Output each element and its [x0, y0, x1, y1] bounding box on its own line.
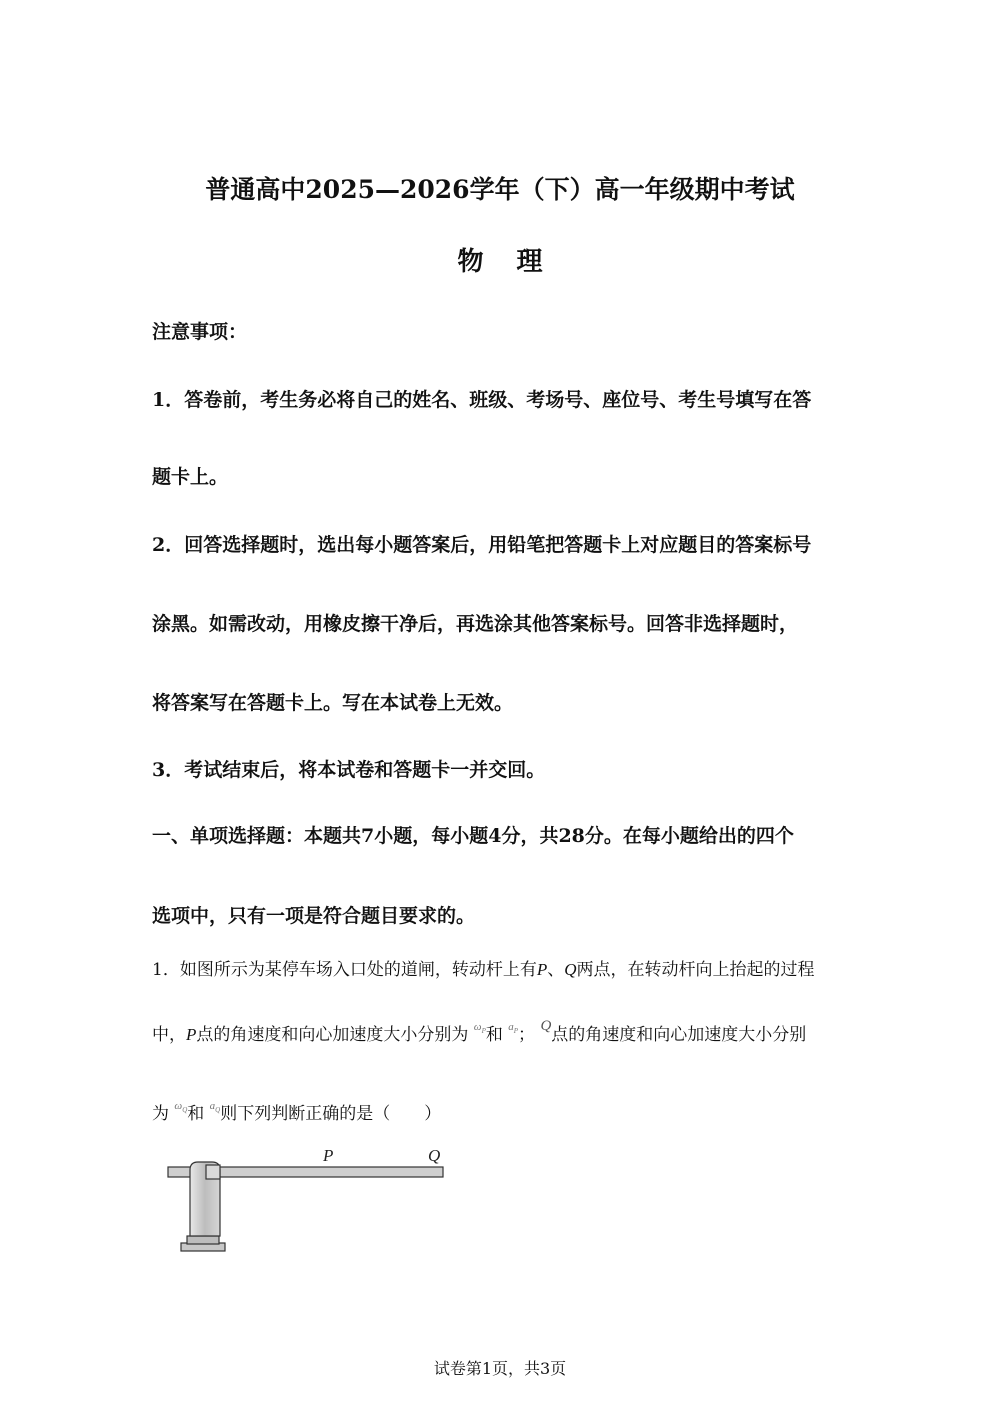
q1-point-p: P: [186, 1025, 197, 1044]
q1-text: 1．如图所示为某停车场入口处的道闸，转动杆上有: [152, 960, 537, 980]
gate-base-collar: [187, 1236, 219, 1244]
page-footer: 试卷第1页，共3页: [433, 1359, 567, 1378]
gate-pivot: [206, 1165, 220, 1179]
q1-point-p: P: [536, 960, 548, 979]
omega-p-symbol: ωP: [473, 1021, 486, 1036]
notice-item-3: 3．考试结束后，将本试卷和答题卡一并交回。: [152, 759, 546, 781]
q1-text: 中，: [152, 1025, 186, 1045]
a-p-symbol: aP: [508, 1021, 519, 1036]
exam-title: 普通高中2025—2026学年（下）高一年级期中考试: [205, 175, 795, 204]
omega-q-symbol: ωQ: [174, 1100, 188, 1115]
section-heading-cont: 选项中，只有一项是符合题目要求的。: [152, 905, 476, 927]
a-q-symbol: aQ: [209, 1100, 221, 1115]
q1-text: 和: [485, 1025, 503, 1045]
q1-text: ；: [518, 1025, 536, 1045]
notice-heading: 注意事项：: [152, 321, 248, 343]
notice-item-2-cont1: 涂黑。如需改动，用橡皮擦干净后，再选涂其他答案标号。回答非选择题时，: [152, 613, 799, 635]
notice-item-1-cont: 题卡上。: [152, 466, 229, 488]
notice-item-2: 2．回答选择题时，选出每小题答案后，用铅笔把答题卡上对应题目的答案标号: [152, 534, 812, 556]
question-1-line-3: [152, 1099, 441, 1124]
q1-text: 和: [187, 1104, 205, 1124]
q1-text: 点的角速度和向心加速度大小分别: [551, 1025, 807, 1045]
barrier-gate-figure: [160, 1140, 460, 1260]
q1-text: 、: [547, 960, 565, 980]
subject-title: 物 理: [457, 247, 555, 277]
figure-label-q: Q: [428, 1146, 441, 1165]
notice-item-2-cont2: 将答案写在答题卡上。写在本试卷上无效。: [152, 692, 514, 714]
figure-label-p: P: [323, 1146, 334, 1165]
question-1-line-2: [152, 1020, 806, 1045]
q1-text: 则下列判断正确的是（ ）: [220, 1104, 442, 1124]
q1-text: 两点，在转动杆向上抬起的过程: [576, 960, 815, 980]
section-heading: 一、单项选择题：本题共7小题，每小题4分，共28分。在每小题给出的四个: [152, 825, 794, 847]
q-symbol: Q: [540, 1018, 552, 1034]
q1-text: 为: [152, 1104, 169, 1124]
q1-point-q: Q: [564, 960, 577, 979]
question-1-line-1: [152, 955, 815, 980]
notice-item-1: 1．答卷前，考生务必将自己的姓名、班级、考场号、座位号、考生号填写在答: [152, 389, 812, 411]
q1-text: 点的角速度和向心加速度大小分别为: [196, 1025, 469, 1045]
